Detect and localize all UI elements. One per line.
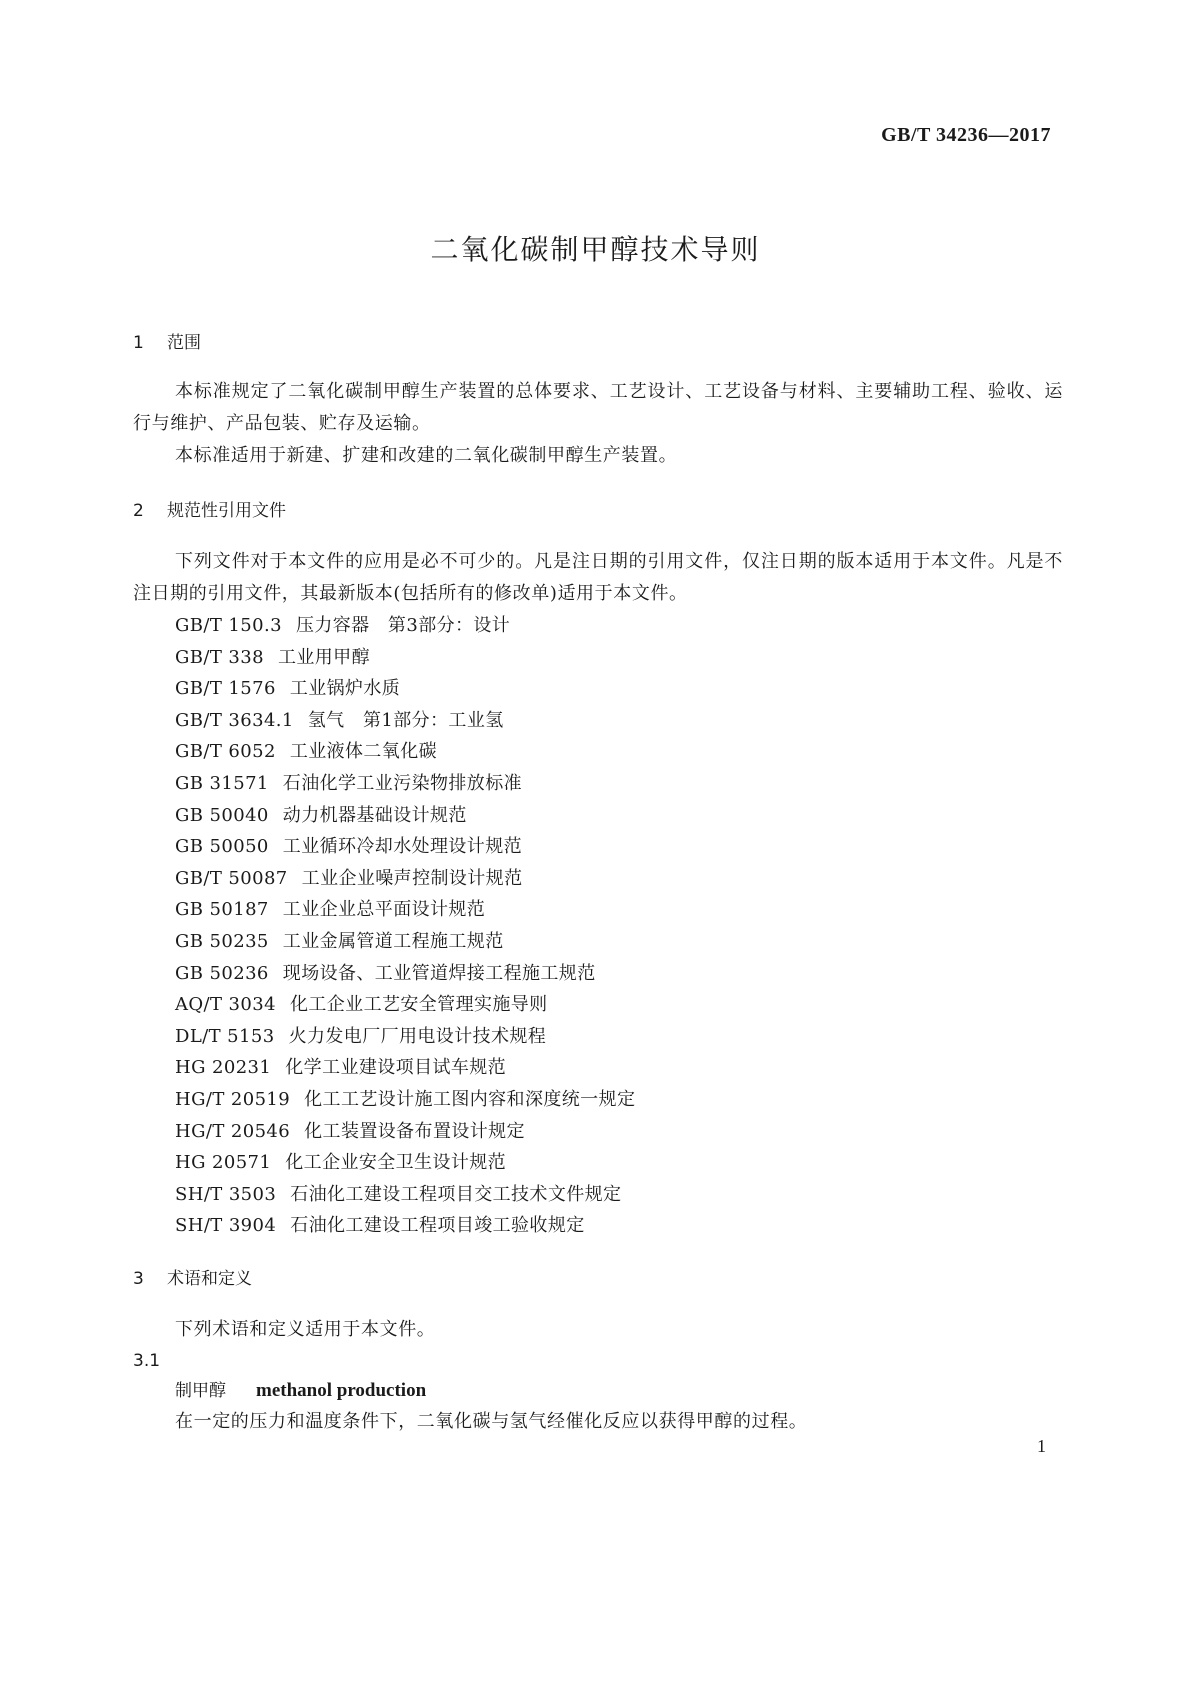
reference-item — [175, 642, 1063, 674]
reference-code: SH/T 3904 — [175, 1215, 277, 1237]
reference-title: 石油化工建设工程项目交工技术文件规定 — [290, 1183, 622, 1205]
reference-item — [175, 610, 1063, 642]
section-3-heading — [133, 1268, 1063, 1290]
reference-title: 动力机器基础设计规范 — [282, 804, 467, 826]
reference-title: 工业企业噪声控制设计规范 — [301, 867, 523, 889]
term-entry — [133, 1376, 1063, 1406]
clause-number: 3.1 — [133, 1350, 161, 1371]
document-body — [133, 332, 1063, 1438]
reference-item — [175, 1084, 1063, 1116]
reference-title: 现场设备、工业管道焊接工程施工规范 — [282, 962, 596, 984]
reference-item — [175, 863, 1063, 895]
reference-item — [175, 1116, 1063, 1148]
reference-code: GB/T 6052 — [175, 741, 276, 763]
reference-title: 火力发电厂厂用电设计技术规程 — [288, 1025, 547, 1047]
section-2-heading — [133, 500, 1063, 522]
reference-code: HG 20571 — [175, 1152, 272, 1174]
references-intro: 下列文件对于本文件的应用是必不可少的。凡是注日期的引用文件，仅注日期的版本适用于本文件。凡是不注日期的引用文件，其最新版本(包括所有的修改单)适用于本文件。 — [133, 551, 1063, 604]
reference-code: HG/T 20546 — [175, 1120, 291, 1142]
reference-code: GB/T 50087 — [175, 867, 288, 889]
reference-item — [175, 1147, 1063, 1179]
term-chinese: 制甲醇 — [175, 1380, 226, 1401]
reference-title: 化学工业建设项目试车规范 — [285, 1057, 507, 1079]
reference-list — [133, 610, 1063, 1242]
reference-code: SH/T 3503 — [175, 1183, 277, 1205]
reference-title: 石油化工建设工程项目竣工验收规定 — [290, 1215, 585, 1237]
reference-title: 化工企业安全卫生设计规范 — [285, 1152, 507, 1174]
reference-code: DL/T 5153 — [175, 1025, 275, 1047]
section-number: 2 — [133, 501, 144, 521]
section-title: 术语和定义 — [167, 1268, 252, 1289]
reference-code: HG/T 20519 — [175, 1088, 291, 1110]
reference-item — [175, 1179, 1063, 1211]
reference-item — [175, 831, 1063, 863]
reference-item — [175, 673, 1063, 705]
reference-title: 化工装置设备布置设计规定 — [304, 1120, 525, 1142]
reference-title: 石油化学工业污染物排放标准 — [282, 772, 522, 794]
reference-item — [175, 1021, 1063, 1053]
reference-code: GB/T 338 — [175, 646, 264, 668]
reference-code: GB 50236 — [175, 962, 269, 984]
reference-title: 工业企业总平面设计规范 — [282, 899, 486, 921]
reference-item — [175, 894, 1063, 926]
reference-code: GB 50040 — [175, 804, 269, 826]
reference-title: 工业金属管道工程施工规范 — [282, 930, 504, 952]
term-english: methanol production — [256, 1379, 427, 1401]
page-number: 1 — [1037, 1436, 1046, 1456]
reference-code: GB 31571 — [175, 772, 269, 794]
reference-code: GB/T 1576 — [175, 678, 276, 700]
reference-title: 化工企业工艺安全管理实施导则 — [289, 994, 548, 1016]
section-1-heading — [133, 332, 1063, 354]
reference-item — [175, 800, 1063, 832]
section-number: 1 — [133, 333, 144, 353]
section-number: 3 — [133, 1268, 144, 1289]
reference-code: HG 20231 — [175, 1057, 272, 1079]
reference-item — [175, 958, 1063, 990]
reference-title: 压力容器 第3部分：设计 — [295, 615, 511, 636]
reference-item — [175, 926, 1063, 958]
term-definition: 在一定的压力和温度条件下，二氧化碳与氢气经催化反应以获得甲醇的过程。 — [175, 1410, 808, 1432]
reference-code: GB 50235 — [175, 930, 269, 952]
reference-code: GB 50050 — [175, 836, 269, 858]
reference-title: 化工工艺设计施工图内容和深度统一规定 — [304, 1088, 636, 1110]
reference-title: 工业循环冷却水处理设计规范 — [282, 836, 522, 858]
reference-item — [175, 768, 1063, 800]
reference-item — [175, 1052, 1063, 1084]
scope-paragraph-2: 本标准适用于新建、扩建和改建的二氧化碳制甲醇生产装置。 — [175, 445, 678, 466]
scope-paragraph-1: 本标准规定了二氧化碳制甲醇生产装置的总体要求、工艺设计、工艺设备与材料、主要辅助工程、验收、运行与维护、产品包装、贮存及运输。 — [133, 381, 1063, 434]
terms-intro: 下列术语和定义适用于本文件。 — [175, 1318, 436, 1340]
section-title: 规范性引用文件 — [167, 501, 286, 521]
standard-code: GB/T 34236—2017 — [881, 124, 1051, 146]
reference-item — [175, 736, 1063, 768]
reference-title: 氢气 第1部分：工业氢 — [307, 709, 504, 731]
reference-code: GB/T 150.3 — [175, 615, 282, 636]
reference-title: 工业液体二氧化碳 — [289, 741, 438, 763]
reference-item — [175, 705, 1063, 737]
reference-item — [175, 989, 1063, 1021]
reference-code: GB 50187 — [175, 899, 269, 921]
reference-title: 工业用甲醇 — [277, 646, 370, 668]
document-title: 二氧化碳制甲醇技术导则 — [430, 233, 761, 266]
reference-code: GB/T 3634.1 — [175, 709, 294, 731]
reference-item — [175, 1210, 1063, 1242]
section-title: 范围 — [167, 333, 201, 353]
reference-code: AQ/T 3034 — [175, 994, 276, 1016]
reference-title: 工业锅炉水质 — [289, 678, 401, 700]
